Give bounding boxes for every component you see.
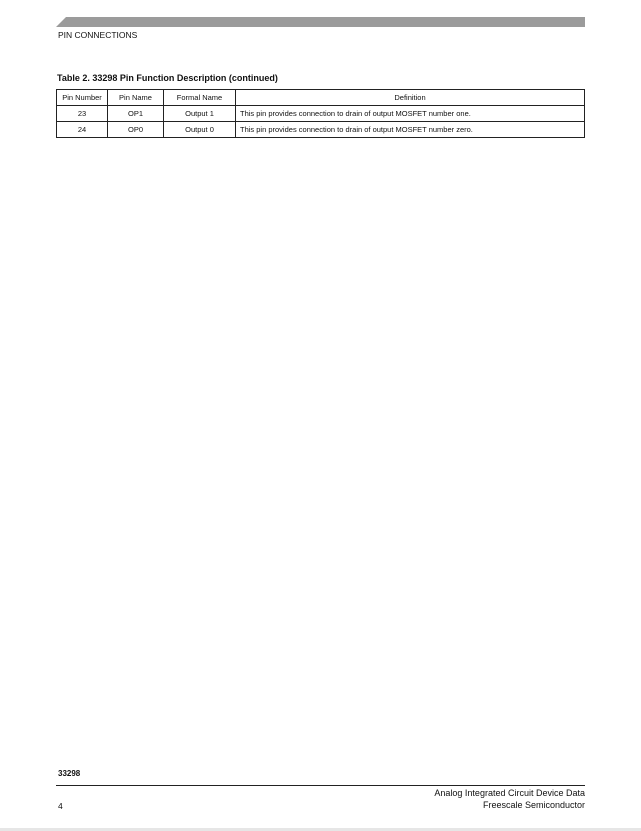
formal-name-cell: Output 1 [164, 106, 236, 122]
pin-number-cell: 24 [57, 122, 108, 138]
column-header-pin-number: Pin Number [57, 90, 108, 106]
definition-cell: This pin provides connection to drain of output MOSFET number one. [236, 106, 585, 122]
column-header-definition: Definition [236, 90, 585, 106]
column-header-pin-name: Pin Name [108, 90, 164, 106]
header-bar [56, 17, 585, 27]
definition-cell: This pin provides connection to drain of output MOSFET number zero. [236, 122, 585, 138]
doc-number: 33298 [58, 769, 81, 778]
pin-name-cell: OP0 [108, 122, 164, 138]
table-title: Table 2. 33298 Pin Function Description (continued) [57, 73, 278, 83]
footer-rule [56, 785, 585, 786]
pin-number-cell: 23 [57, 106, 108, 122]
table-row [57, 106, 585, 122]
pin-function-table [56, 89, 585, 138]
table-row [57, 122, 585, 138]
section-label: PIN CONNECTIONS [58, 30, 138, 40]
footer-line-2: Freescale Semiconductor [482, 800, 585, 810]
footer-line-1: Analog Integrated Circuit Device Data [434, 788, 585, 798]
formal-name-cell: Output 0 [164, 122, 236, 138]
pin-name-cell: OP1 [108, 106, 164, 122]
footer-publisher [434, 787, 585, 811]
table-header-row [57, 90, 585, 106]
page-number: 4 [58, 801, 63, 811]
column-header-formal-name: Formal Name [164, 90, 236, 106]
